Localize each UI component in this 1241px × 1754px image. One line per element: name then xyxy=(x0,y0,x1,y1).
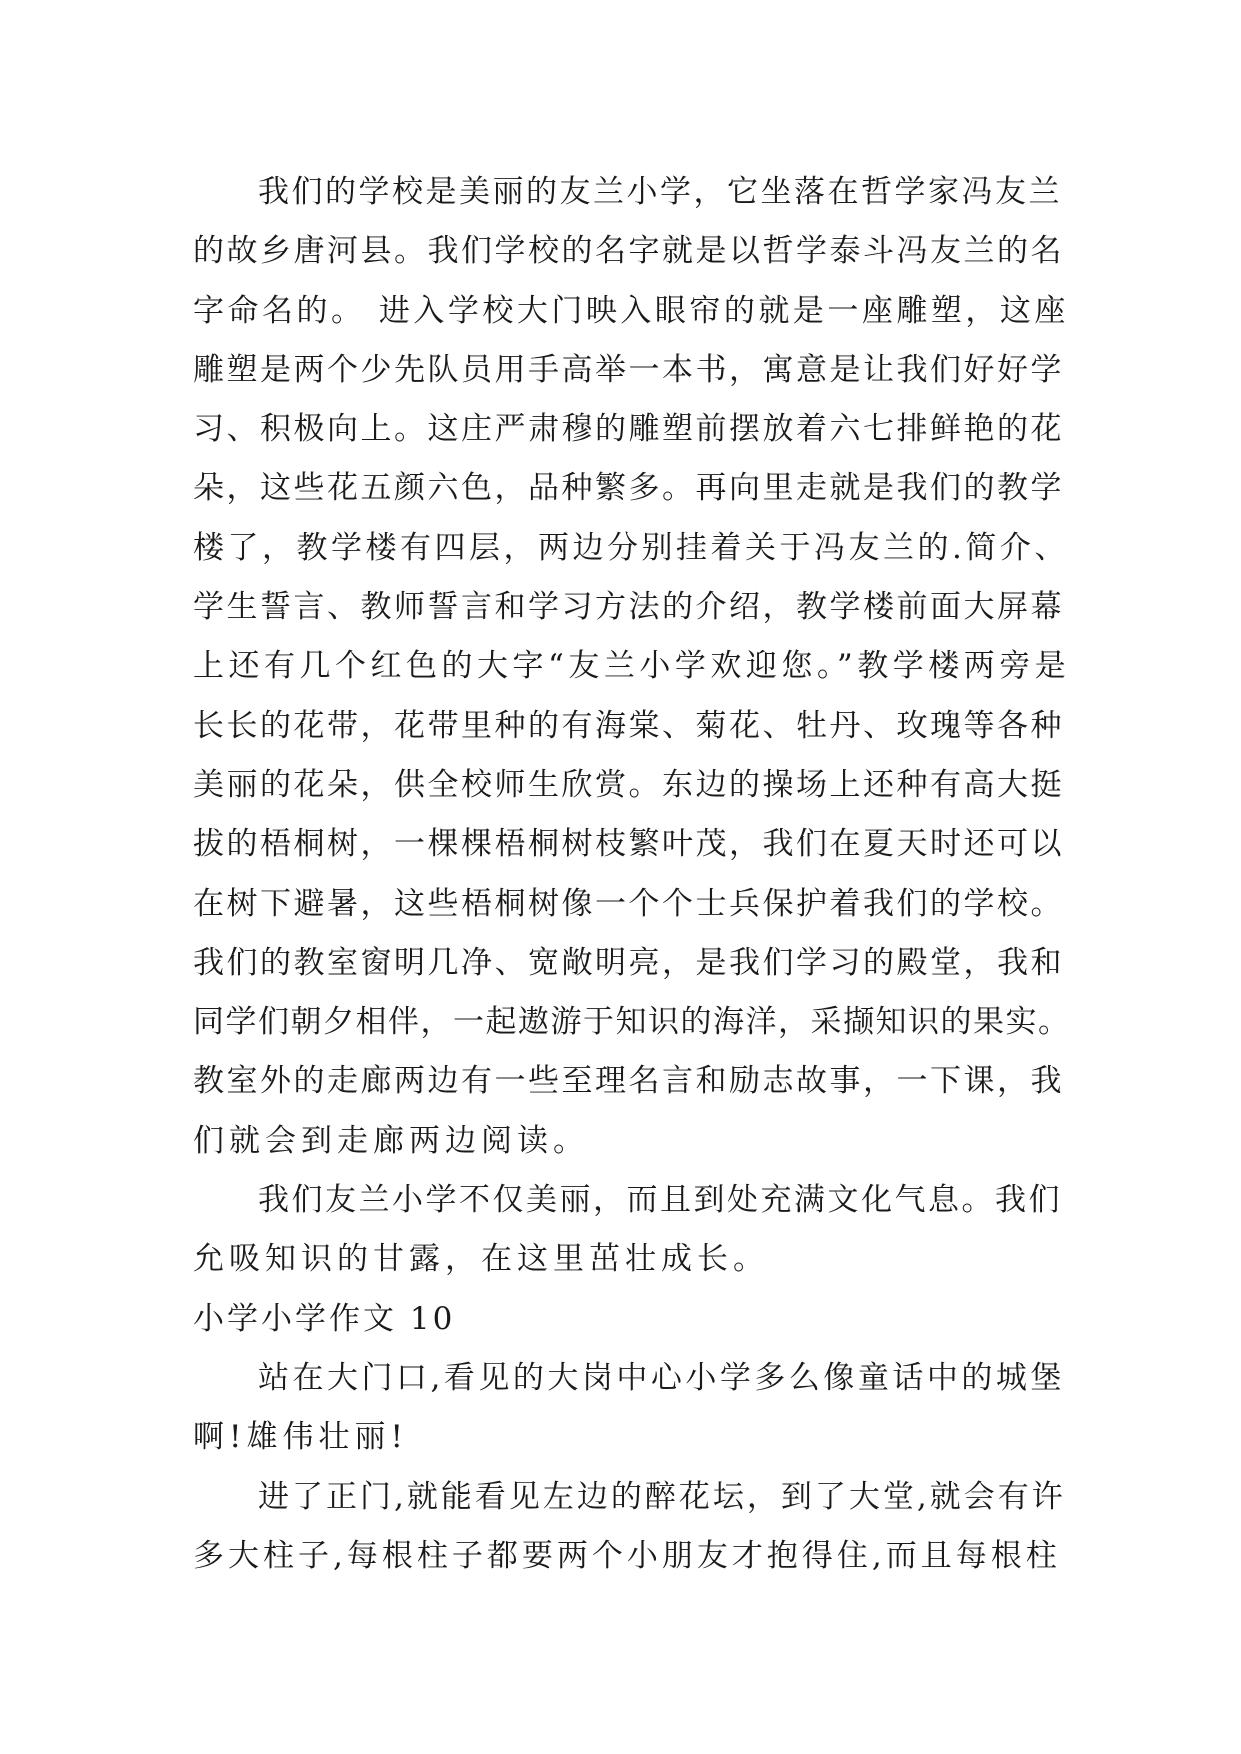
text-line: 进了正门,就能看见左边的醉花坛，到了大堂,就会有许 xyxy=(258,1478,1066,1515)
text-line: 学生誓言、教师誓言和学习方法的介绍，教学楼前面大屏幕 xyxy=(193,589,1064,626)
text-line: 多大柱子,每根柱子都要两个小朋友才抱得住,而且每根柱 xyxy=(193,1537,1061,1574)
text-line: 习、积极向上。这庄严肃穆的雕塑前摆放着六七排鲜艳的花 xyxy=(193,411,1064,448)
text-line: 我们的学校是美丽的友兰小学，它坐落在哲学家冯友兰 xyxy=(258,174,1062,210)
text-line: 允吸知识的甘露，在这里茁壮成长。 xyxy=(193,1241,769,1278)
text-line: 我们的教室窗明几净、宽敞明亮，是我们学习的殿堂，我和 xyxy=(193,944,1064,981)
text-line: 站在大门口,看见的大岗中心小学多么像童话中的城堡 xyxy=(258,1359,1065,1396)
text-line: 的故乡唐河县。我们学校的名字就是以哲学泰斗冯友兰的名 xyxy=(193,233,1064,270)
text-line: 楼了，教学楼有四层，两边分别挂着关于冯友兰的.简介、 xyxy=(193,529,1069,566)
text-line: 上还有几个红色的大字“友兰小学欢迎您。”教学楼两旁是 xyxy=(193,648,1071,685)
text-line: 教室外的走廊两边有一些至理名言和励志故事，一下课，我 xyxy=(193,1063,1064,1100)
text-line: 字命名的。 进入学校大门映入眼帘的就是一座雕塑，这座 xyxy=(193,292,1069,329)
text-line: 啊!雄伟壮丽! xyxy=(193,1419,408,1456)
section-heading: 小学小学作文 10 xyxy=(193,1300,456,1337)
text-line: 在树下避暑，这些梧桐树像一个个士兵保护着我们的学校。 xyxy=(193,885,1064,922)
text-line: 朵，这些花五颜六色，品种繁多。再向里走就是我们的教学 xyxy=(193,470,1064,507)
text-line: 我们友兰小学不仅美丽，而且到处充满文化气息。我们 xyxy=(258,1182,1062,1219)
essay-text xyxy=(193,163,1073,1586)
text-line: 长长的花带，花带里种的有海棠、菊花、牡丹、玫瑰等各种 xyxy=(193,707,1064,744)
text-line: 拔的梧桐树，一棵棵梧桐树枝繁叶茂，我们在夏天时还可以 xyxy=(193,826,1064,863)
text-line: 美丽的花朵，供全校师生欣赏。东边的操场上还种有高大挺 xyxy=(193,766,1064,803)
text-line: 同学们朝夕相伴，一起遨游于知识的海洋，采撷知识的果实。 xyxy=(193,1004,1071,1041)
text-line: 们就会到走廊两边阅读。 xyxy=(193,1122,589,1159)
text-line: 雕塑是两个少先队员用手高举一本书，寓意是让我们好好学 xyxy=(193,351,1064,388)
